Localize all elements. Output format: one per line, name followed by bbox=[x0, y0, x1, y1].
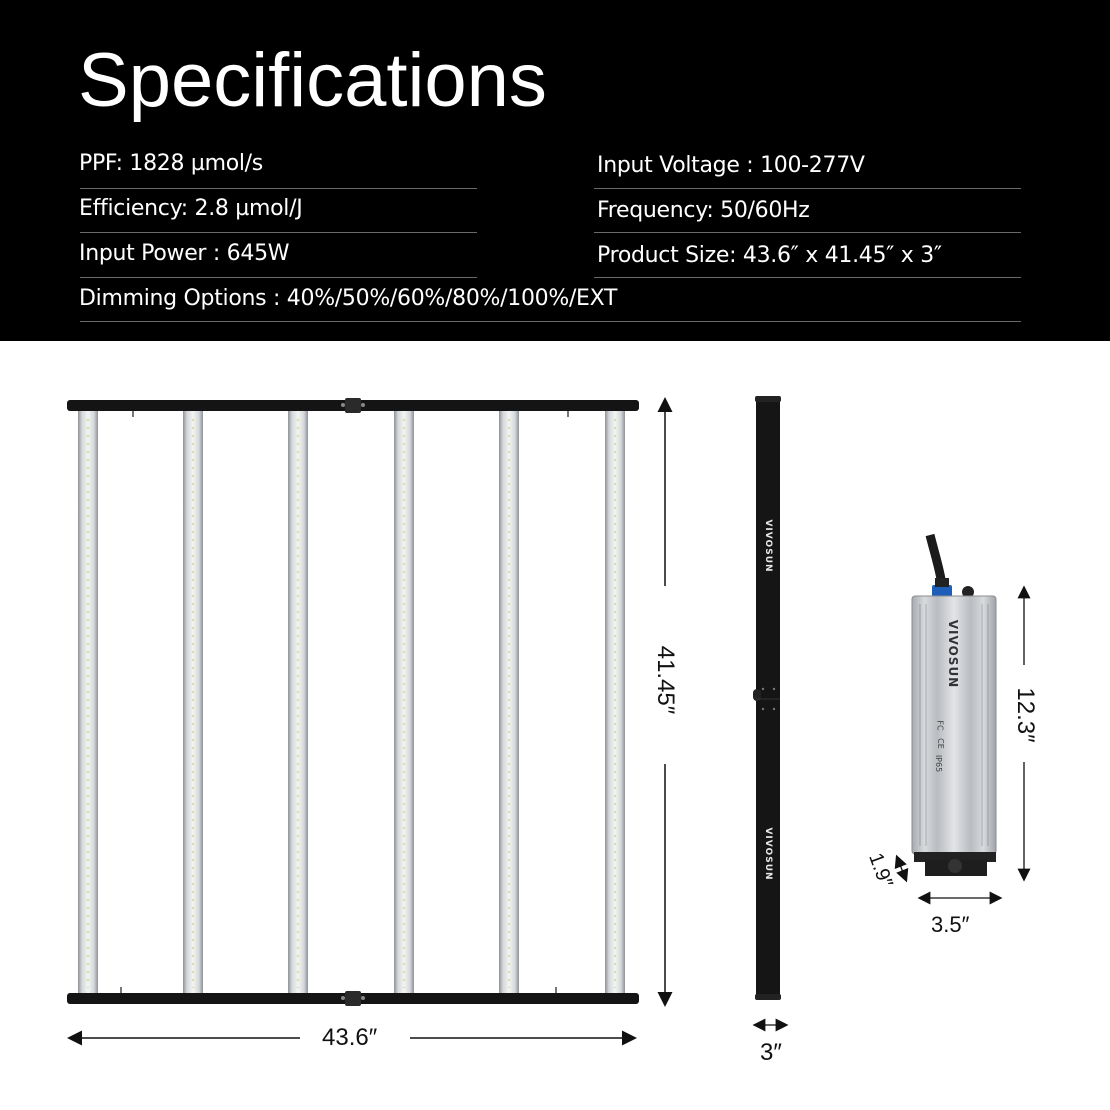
led-bars bbox=[78, 410, 625, 996]
spec-ppf: PPF: 1828 µmol/s bbox=[79, 151, 263, 176]
fcc-mark: FC bbox=[935, 720, 945, 731]
ip65-mark: IP65 bbox=[934, 754, 944, 773]
divider bbox=[594, 188, 1021, 189]
spec-frequency: Frequency: 50/60Hz bbox=[597, 198, 810, 223]
divider bbox=[80, 232, 477, 233]
spec-efficiency: Efficiency: 2.8 µmol/J bbox=[79, 196, 303, 221]
fixture-side-profile bbox=[753, 396, 781, 1000]
divider bbox=[80, 321, 1021, 322]
spec-dimming-options: Dimming Options : 40%/50%/60%/80%/100%/EXT bbox=[79, 286, 618, 311]
spec-input-power: Input Power : 645W bbox=[79, 241, 290, 266]
divider bbox=[80, 277, 477, 278]
product-diagram bbox=[0, 341, 1110, 1110]
fixture-width-label: 43.6″ bbox=[322, 1024, 378, 1051]
brand-logo: VIVOSUN bbox=[763, 827, 773, 881]
ce-mark: CE bbox=[935, 738, 945, 749]
power-driver bbox=[912, 535, 996, 876]
spec-input-voltage: Input Voltage : 100-277V bbox=[597, 153, 865, 178]
brand-logo: VIVOSUN bbox=[763, 519, 773, 573]
divider bbox=[80, 188, 477, 189]
divider bbox=[594, 232, 1021, 233]
page-title: Specifications bbox=[78, 38, 547, 123]
spec-header bbox=[0, 0, 1110, 341]
divider bbox=[594, 277, 1021, 278]
driver-height-dimension bbox=[897, 857, 906, 880]
driver-brand-logo: VIVOSUN bbox=[946, 619, 960, 689]
driver-width-label: 3.5″ bbox=[931, 912, 970, 937]
profile-depth-label: 3″ bbox=[760, 1039, 782, 1066]
fixture-front-view bbox=[67, 398, 639, 1006]
driver-height-label: 1.9″ bbox=[864, 850, 897, 891]
spec-product-size: Product Size: 43.6″ x 41.45″ x 3″ bbox=[597, 243, 942, 268]
driver-length-label: 12.3″ bbox=[1012, 687, 1039, 743]
fixture-height-label: 41.45″ bbox=[652, 645, 679, 715]
